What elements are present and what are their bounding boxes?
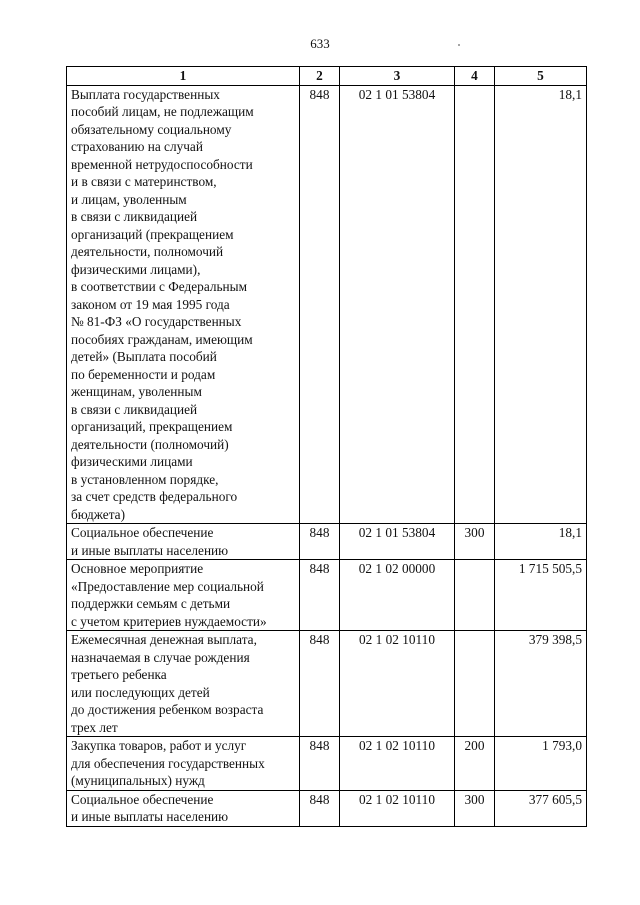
item-name-line: физическими лицами),	[71, 261, 201, 277]
expense-type-cell	[455, 560, 495, 631]
page-number: 633	[310, 36, 330, 51]
amount-cell: 379 398,5	[495, 631, 587, 737]
ministry-code-cell: 848	[300, 524, 340, 560]
table-row	[67, 737, 587, 791]
ministry-code-cell: 848	[300, 631, 340, 737]
item-name-line: до достижения ребенком возраста	[71, 702, 264, 717]
item-name-line: деятельности (полномочий)	[71, 436, 229, 452]
item-name-line: деятельности, полномочий	[71, 244, 224, 259]
item-name-line: бюджета)	[71, 506, 126, 522]
amount-cell: 18,1	[495, 524, 587, 560]
target-article-cell: 02 1 02 00000	[340, 560, 455, 631]
item-name-line: по беременности и родам	[71, 366, 216, 382]
target-article-cell: 02 1 02 10110	[340, 790, 455, 826]
item-name-line: третьего ребенка	[71, 667, 167, 682]
header-row	[67, 67, 587, 86]
item-name-line: Выплата государственных	[71, 86, 220, 102]
item-name-line: за счет средств федерального	[71, 489, 238, 504]
item-name-line: для обеспечения государственных	[71, 755, 265, 771]
item-name-line: в связи с ликвидацией	[71, 209, 198, 224]
item-name-line: организаций, прекращением	[71, 419, 233, 434]
item-name-cell	[67, 790, 300, 826]
item-name-line: Закупка товаров, работ и услуг	[71, 738, 247, 753]
item-name-line: в соответствии с Федеральным	[71, 279, 248, 294]
item-name-cell	[67, 524, 300, 560]
budget-table	[66, 66, 587, 827]
item-name-line: Социальное обеспечение	[71, 525, 214, 540]
item-name-line: законом от 19 мая 1995 года	[71, 296, 230, 312]
amount-cell: 1 793,0	[495, 737, 587, 791]
header-cell: 4	[455, 67, 495, 86]
item-name-line: или последующих детей	[71, 684, 210, 700]
header-cell: 1	[67, 67, 300, 86]
item-name-line: и иные выплаты населению	[71, 542, 229, 558]
item-name-line: назначаемая в случае рождения	[71, 649, 250, 665]
expense-type-cell: 300	[455, 524, 495, 560]
header-cell: 3	[340, 67, 455, 86]
ministry-code-cell: 848	[300, 790, 340, 826]
item-name-line: Социальное обеспечение	[71, 791, 214, 807]
ministry-code-cell: 848	[300, 85, 340, 524]
ministry-code-cell: 848	[300, 560, 340, 631]
header-cell: 2	[300, 67, 340, 86]
item-name-line: и иные выплаты населению	[71, 809, 229, 824]
item-name-line: женщинам, уволенным	[71, 384, 202, 399]
table-row	[67, 524, 587, 560]
item-name-line: «Предоставление мер социальной	[71, 578, 264, 594]
item-name-line: Ежемесячная денежная выплата,	[71, 632, 257, 647]
item-name-line: организаций (прекращением	[71, 226, 234, 242]
item-name-line: пособий лицам, не подлежащим	[71, 104, 254, 119]
item-name-cell	[67, 631, 300, 737]
header-cell: 5	[495, 67, 587, 86]
target-article-cell: 02 1 02 10110	[340, 631, 455, 737]
table-row	[67, 85, 587, 524]
item-name-line: страхованию на случай	[71, 139, 203, 154]
expense-type-cell	[455, 85, 495, 524]
item-name-line: и лицам, уволенным	[71, 191, 187, 207]
table-row	[67, 790, 587, 826]
item-name-line: детей» (Выплата пособий	[71, 349, 217, 364]
item-name-line: с учетом критериев нуждаемости»	[71, 613, 267, 629]
item-name-line: в установленном порядке,	[71, 471, 219, 487]
item-name-line: Основное мероприятие	[71, 561, 204, 576]
expense-type-cell	[455, 631, 495, 737]
target-article-cell: 02 1 02 10110	[340, 737, 455, 791]
item-name-cell	[67, 737, 300, 791]
amount-cell: 1 715 505,5	[495, 560, 587, 631]
item-name-line: пособиях гражданам, имеющим	[71, 331, 253, 347]
ministry-code-cell: 848	[300, 737, 340, 791]
item-name-line: обязательному социальному	[71, 121, 232, 137]
item-name-line: и в связи с материнством,	[71, 174, 217, 189]
target-article-cell: 02 1 01 53804	[340, 524, 455, 560]
item-name-cell	[67, 560, 300, 631]
scan-speck	[458, 44, 460, 46]
item-name-line: физическими лицами	[71, 454, 193, 469]
expense-type-cell: 300	[455, 790, 495, 826]
table-row	[67, 560, 587, 631]
amount-cell: 377 605,5	[495, 790, 587, 826]
target-article-cell: 02 1 01 53804	[340, 85, 455, 524]
table-row	[67, 631, 587, 737]
item-name-line: № 81-ФЗ «О государственных	[71, 314, 242, 329]
item-name-line: (муниципальных) нужд	[71, 773, 205, 788]
item-name-cell	[67, 85, 300, 524]
amount-cell: 18,1	[495, 85, 587, 524]
item-name-line: поддержки семьям с детьми	[71, 596, 231, 611]
item-name-line: трех лет	[71, 719, 118, 735]
item-name-line: временной нетрудоспособности	[71, 156, 253, 172]
item-name-line: в связи с ликвидацией	[71, 401, 198, 417]
expense-type-cell: 200	[455, 737, 495, 791]
